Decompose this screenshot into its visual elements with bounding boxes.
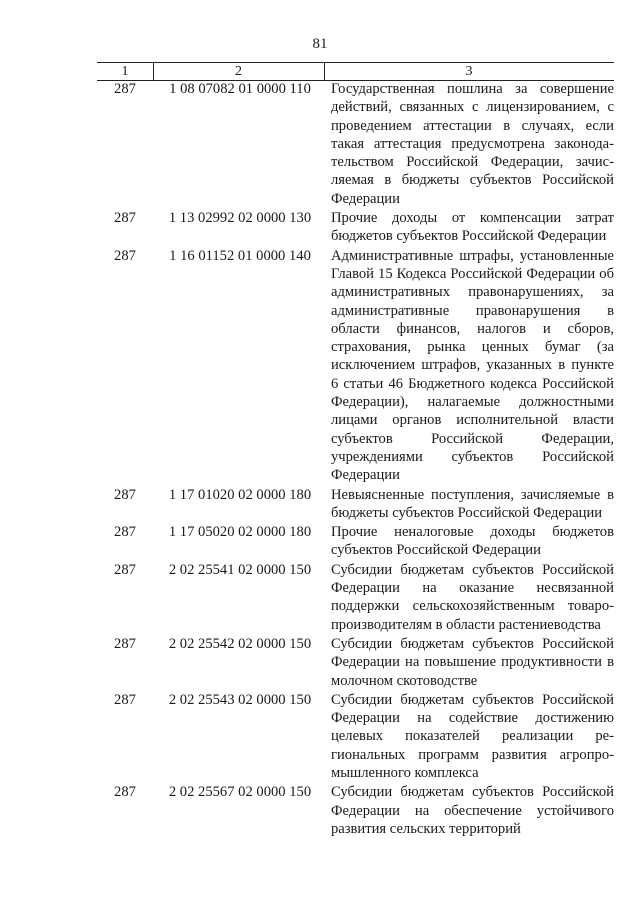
income-description: Государственная пошлина за совершение действий, связанных с лицензированием, с проведением аттестации в случаях, если такая аттестация предусмотрена законодательством Российской Федерации, зачисляемая в бюджеты субъектов Российской Федерации xyxy=(331,81,614,207)
budget-code: 1 13 02992 02 0000 130 xyxy=(168,210,312,227)
admin-code: 287 xyxy=(114,784,136,801)
admin-code: 287 xyxy=(114,635,136,652)
admin-code: 287 xyxy=(114,691,136,708)
table-row xyxy=(0,247,640,485)
income-description: Невыясненные поступления, зачисляемые в бюджеты субъектов Российской Федерации xyxy=(331,486,614,521)
income-description: Субсидии бюджетам субъектов Российской Федерации на обеспечение устойчивого развития сельских территорий xyxy=(331,784,614,837)
table-row xyxy=(0,783,640,838)
admin-code: 287 xyxy=(114,561,136,578)
table-row xyxy=(0,561,640,634)
income-description: Прочие доходы от компенсации затрат бюджетов субъектов Российской Федерации xyxy=(331,210,614,245)
table-row xyxy=(0,486,640,523)
budget-code: 1 17 01020 02 0000 180 xyxy=(168,486,312,503)
budget-code: 1 16 01152 01 0000 140 xyxy=(169,247,311,264)
budget-code: 2 02 25541 02 0000 150 xyxy=(168,561,312,578)
page-number: 81 xyxy=(312,36,328,52)
income-description: Субсидии бюджетам субъектов Российской Федерации на содействие достижению целевых показателей реализации региональных программ развития агропромышленного комплекса xyxy=(331,691,614,781)
header-col-1: 1 xyxy=(121,64,129,79)
budget-code: 1 08 07082 01 0000 110 xyxy=(169,81,311,97)
header-col-2: 2 xyxy=(235,64,242,79)
budget-code: 2 02 25543 02 0000 150 xyxy=(168,691,312,708)
table-body xyxy=(0,80,640,839)
header-col-3: 3 xyxy=(465,64,473,79)
admin-code: 287 xyxy=(114,81,136,97)
admin-code: 287 xyxy=(114,524,136,541)
income-description: Субсидии бюджетам субъектов Российской Федерации на повышение продуктивности в молочном скотоводстве xyxy=(331,635,614,689)
table-row xyxy=(0,80,640,208)
table-row xyxy=(0,523,640,560)
admin-code: 287 xyxy=(114,486,136,503)
budget-code: 2 02 25542 02 0000 150 xyxy=(168,635,312,652)
budget-code: 1 17 05020 02 0000 180 xyxy=(168,524,312,541)
admin-code: 287 xyxy=(114,247,136,264)
budget-code: 2 02 25567 02 0000 150 xyxy=(168,784,312,801)
income-description: Административные штрафы, установленные Главой 15 Кодекса Российской Федерации об административных правонарушениях, за административные правонарушения в области финансов, налогов и сборов, страхования, рынка ценных бумаг (за исключением штрафов, указанных в пункте 6 статьи 46 Бюджетного кодекса Российской Федерации), налагаемые должностными лицами органов исполнительной власти субъектов Российской Федерации, учреждениями субъектов Российской Федерации xyxy=(331,247,614,484)
table-row xyxy=(0,209,640,246)
table-header xyxy=(97,62,614,81)
admin-code: 287 xyxy=(114,210,136,227)
table-row xyxy=(0,691,640,782)
table-row xyxy=(0,635,640,690)
income-description: Субсидии бюджетам субъектов Российской Федерации на оказание несвязанной поддержки сельскохозяйственным товаропроизводителям в области растениеводства xyxy=(331,561,614,633)
income-description: Прочие неналоговые доходы бюджетов субъектов Российской Федерации xyxy=(331,524,614,559)
